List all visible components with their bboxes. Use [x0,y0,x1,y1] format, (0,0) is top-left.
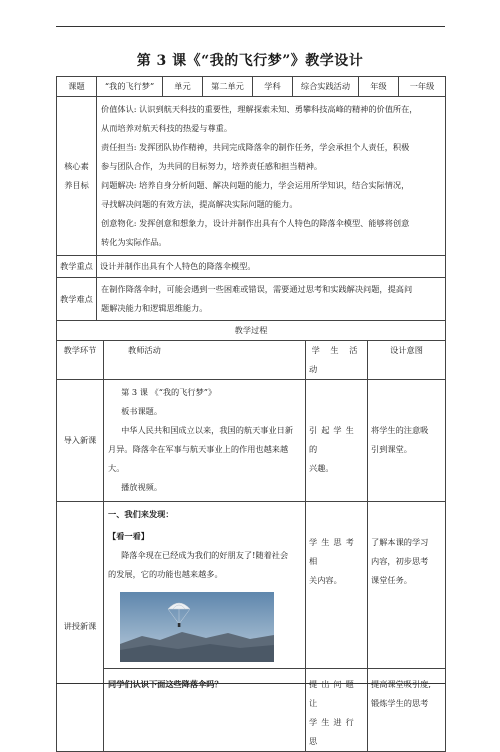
col-intent-header: 设计意图 [368,341,446,380]
difficulty-label: 教学难点 [57,278,97,321]
top-rule [56,26,445,27]
subject-value: 综合实践活动 [293,77,359,97]
intro-design-intent: 将学生的注意吸 引到课堂。 [368,380,446,502]
goal-item: 价值体认: 认识到航天科技的重要性，理解探索未知、勇攀科技高峰的精神的价值所在， 从而培养对航天科技的热爱与尊重。 [101,104,418,133]
process-title: 教学过程 [57,321,446,341]
col-stage-header: 教学环节 [57,341,104,380]
lecture-design-intent-1: 了解本课的学习 内容，初步思考 课堂任务。 [368,502,446,669]
goal-item: 问题解决: 培养自身分析问题、解决问题的能力，学会运用所学知识，结合实际情况， 寻找解决问题的有效方法，提高解决实际问题的能力。 [101,180,410,209]
teaching-process-table [56,320,446,752]
intro-student-activity: 引起学生的 兴趣。 [306,380,368,502]
difficulty-text: 在制作降落伞时，可能会遇到一些困难或错误，需要通过思考和实践解决问题，提高问 题解决能力和逻辑思维能力。 [97,278,446,321]
course-value: “我的飞行梦” [97,77,163,97]
key-point-text: 设计并制作出具有个人特色的降落伞模型。 [97,256,446,278]
grade-label: 年级 [359,77,399,97]
parachute-image [120,592,274,662]
bottom-rule [56,683,445,684]
subject-label: 学科 [253,77,293,97]
lecture-design-intent-2: 提高课堂吸引度, 锻炼学生的思考 [368,669,446,752]
lecture-student-activity-1: 学生思考相 关内容。 [306,502,368,669]
core-goals-content [97,97,446,256]
unit-label: 单元 [163,77,203,97]
intro-stage: 导入新课 [57,380,104,502]
col-student-header: 学 生 活 动 [306,341,368,380]
col-teacher-header: 教师活动 [104,341,306,380]
parachute-photo [120,592,274,662]
key-point-label: 教学重点 [57,256,97,278]
lecture-student-activity-2: 提出问题让 学生进行思 [306,669,368,752]
lecture-teacher-activity: 一、我们来发现： 【看一看】 降落伞现在已经成为我们的好朋友了!随着社会 的发展，它的功能也越来越多。 [104,502,306,669]
grade-value: 一年级 [399,77,446,97]
unit-value: 第二单元 [203,77,253,97]
lecture-question: 同学们认识下面这些降落伞吗？ [104,669,306,752]
goal-item: 创意物化: 发挥创意和想象力，设计并制作出具有个人特色的降落伞模型、能够将创意 转化为实际作品。 [101,218,410,247]
course-label: 课题 [57,77,97,97]
core-goals-label: 核心素 养目标 [57,97,97,256]
lesson-info-table [56,76,446,321]
intro-teacher-activity: 第 3 课 《“我的飞行梦”》 板书课题。 中华人民共和国成立以来，我国的航天事业日新 月异。降落伞在军事与航天事业上的作用也越来越大。 播放视频。 [104,380,306,502]
page-title: 第 3 课《“我的飞行梦”》教学设计 [136,53,364,69]
goal-item: 责任担当: 发挥团队协作精神，共同完成降落伞的制作任务，学会承担个人责任，积极 参与团队合作，为共同的目标努力，培养责任感和担当精神。 [101,142,410,171]
lecture-stage: 讲授新课 [57,502,104,752]
